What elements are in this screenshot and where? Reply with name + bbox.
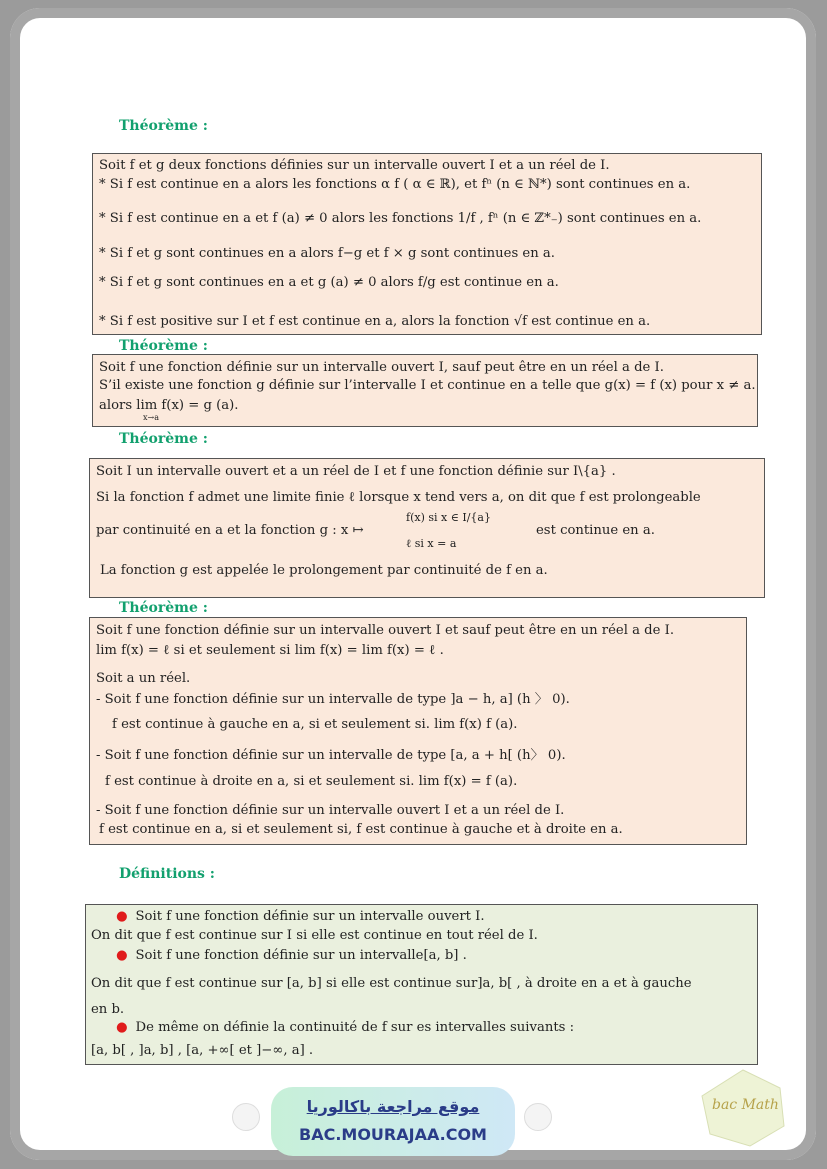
definition-line-4: On dit que f est continue sur [a, b] si elle est continue sur]a, b[ , à droite en a et à gauche <box>91 976 692 991</box>
theorem1-line-5: * Si f et g sont continues en a et g (a) ≠ 0 alors f/g est continue en a. <box>99 275 559 290</box>
theorem3-case-2: ℓ si x = a <box>406 537 457 550</box>
footer-site-link[interactable]: BAC.MOURAJAA.COM <box>299 1125 487 1144</box>
theorem3-line-3b: est continue en a. <box>536 523 655 538</box>
theorem4-line-9: f est continue en a, si et seulement si, f est continue à gauche et à droite en a. <box>99 822 623 837</box>
definition-line-6: ● De même on définie la continuité de f sur es intervalles suivants : <box>116 1020 575 1035</box>
theorem-title-2: Théorème : <box>119 338 208 354</box>
definitions-box <box>85 904 758 1065</box>
theorem4-line-8: - Soit f une fonction définie sur un intervalle ouvert I et a un réel de I. <box>96 803 565 818</box>
theorem-box-3 <box>89 458 765 598</box>
theorem2-line-1: Soit f une fonction définie sur un intervalle ouvert I, sauf peut être en un réel a de I. <box>99 360 664 375</box>
theorem4-line-3: Soit a un réel. <box>96 671 191 686</box>
theorem2-line-3: alors lim f(x) = g (a). <box>99 398 239 413</box>
theorem2-line-2: S’il existe une fonction g définie sur l’intervalle I et continue en a telle que g(x) = f (x) pour x ≠ a. <box>99 378 756 393</box>
theorem3-line-1: Soit I un intervalle ouvert et a un réel de I et f une fonction définie sur I\{a} . <box>96 464 616 479</box>
theorem1-line-6: * Si f est positive sur I et f est continue en a, alors la fonction √f est continue en a. <box>99 314 651 329</box>
theorem3-line-2: Si la fonction f admet une limite finie ℓ lorsque x tend vers a, on dit que f est prolongeable <box>96 490 701 505</box>
site-logo-left-icon <box>232 1103 260 1131</box>
definition-line-5: en b. <box>91 1002 125 1017</box>
theorem4-line-6: - Soit f une fonction définie sur un intervalle de type [a, a + h[ (h〉 0). <box>96 748 566 763</box>
theorem4-line-7: f est continue à droite en a, si et seulement si. lim f(x) = f (a). <box>105 774 518 789</box>
definition-line-1: ● Soit f une fonction définie sur un intervalle ouvert I. <box>116 909 485 924</box>
theorem3-case-1: f(x) si x ∈ I/{a} <box>406 511 491 524</box>
site-logo-right-icon <box>524 1103 552 1131</box>
theorem-title-1: Théorème : <box>119 118 208 134</box>
bullet-icon: ● <box>116 948 128 963</box>
theorem3-line-4: La fonction g est appelée le prolongement par continuité de f en a. <box>100 563 548 578</box>
theorem4-line-5: f est continue à gauche en a, si et seulement si. lim f(x) f (a). <box>112 717 518 732</box>
theorem1-line-4: * Si f et g sont continues en a alors f−g et f × g sont continues en a. <box>99 246 555 261</box>
definition-line-2: On dit que f est continue sur I si elle est continue en tout réel de I. <box>91 928 538 943</box>
definition-line-7: [a, b[ , ]a, b] , [a, +∞[ et ]−∞, a] . <box>91 1043 314 1058</box>
theorem-box-4 <box>89 617 747 845</box>
bullet-icon: ● <box>116 1020 128 1035</box>
theorem4-line-2: lim f(x) = ℓ si et seulement si lim f(x) = lim f(x) = ℓ . <box>96 643 444 658</box>
bullet-icon: ● <box>116 909 128 924</box>
theorem-box-2 <box>92 354 758 427</box>
footer-arabic-title: موقع مراجعة باكالوريا <box>306 1097 480 1116</box>
theorem3-line-3: par continuité en a et la fonction g : x ↦ <box>96 523 364 538</box>
theorem-title-3: Théorème : <box>119 431 208 447</box>
theorem4-line-4: - Soit f une fonction définie sur un intervalle de type ]a − h, a] (h 〉 0). <box>96 692 570 707</box>
footer-banner[interactable] <box>271 1087 515 1156</box>
definition-line-3: ● Soit f une fonction définie sur un intervalle[a, b] . <box>116 948 467 963</box>
bacmath-watermark: bac Math <box>712 1097 779 1113</box>
theorem-box-1 <box>92 153 762 335</box>
theorem4-line-1: Soit f une fonction définie sur un intervalle ouvert I et sauf peut être en un réel a de I. <box>96 623 675 638</box>
theorem-title-4: Théorème : <box>119 600 208 616</box>
theorem1-line-1: Soit f et g deux fonctions définies sur un intervalle ouvert I et a un réel de I. <box>99 158 610 173</box>
theorem1-line-2: * Si f est continue en a alors les fonctions α f ( α ∈ ℝ), et fⁿ (n ∈ ℕ*) sont continues en a. <box>99 177 691 192</box>
theorem1-line-3: * Si f est continue en a et f (a) ≠ 0 alors les fonctions 1/f , fⁿ (n ∈ ℤ*₋) sont continues en a. <box>99 211 702 226</box>
definitions-title: Définitions : <box>119 866 215 882</box>
theorem2-limit-sub: x→a <box>143 413 159 422</box>
